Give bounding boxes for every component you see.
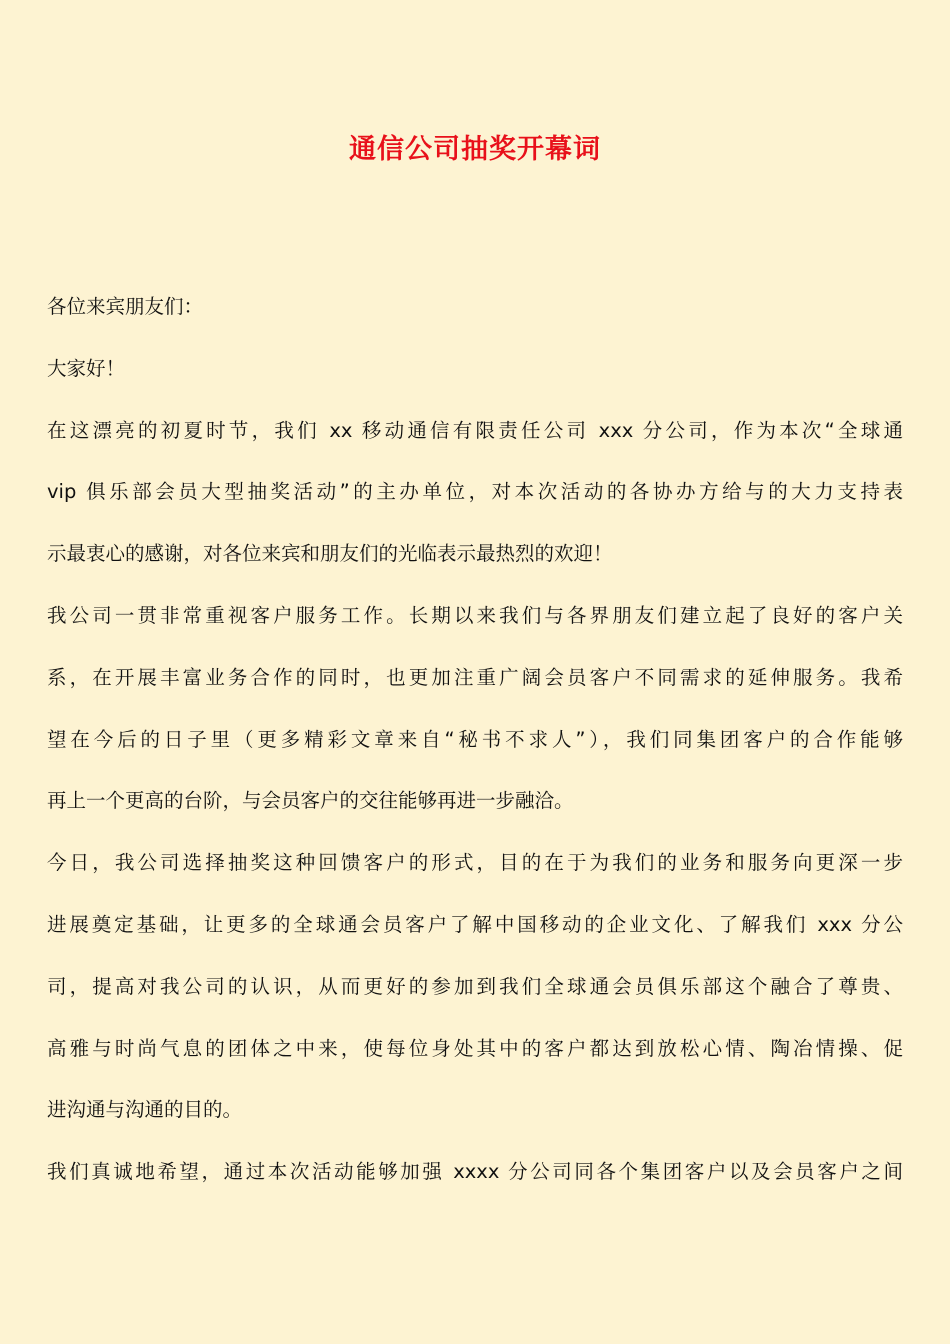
paragraph-3-line-1: 今日，我公司选择抽奖这种回馈客户的形式，目的在于为我们的业务和服务向更深一步 <box>47 851 903 875</box>
paragraph-1-line-3: 示最衷心的感谢，对各位来宾和朋友们的光临表示最热烈的欢迎！ <box>47 542 613 566</box>
paragraph-1-line-1: 在这漂亮的初夏时节，我们 xx 移动通信有限责任公司 xxx 分公司，作为本次“全球通 <box>47 418 903 442</box>
paragraph-2-line-1: 我公司一贯非常重视客户服务工作。长期以来我们与各界朋友们建立起了良好的客户关 <box>47 603 903 627</box>
paragraph-3-line-5: 进沟通与沟通的目的。 <box>47 1098 243 1122</box>
paragraph-2-line-3: 望在今后的日子里（更多精彩文章来自“秘书不求人”），我们同集团客户的合作能够 <box>47 727 903 751</box>
greeting-line: 大家好！ <box>47 356 126 380</box>
paragraph-3-line-2: 进展奠定基础，让更多的全球通会员客户了解中国移动的企业文化、了解我们 xxx 分公 <box>47 912 903 936</box>
paragraph-2-line-2: 系，在开展丰富业务合作的同时，也更加注重广阔会员客户不同需求的延伸服务。我希 <box>47 665 903 689</box>
paragraph-3-line-3: 司，提高对我公司的认识，从而更好的参加到我们全球通会员俱乐部这个融合了尊贵、 <box>47 974 903 998</box>
document-title: 通信公司抽奖开幕词 <box>349 134 601 165</box>
paragraph-2-line-4: 再上一个更高的台阶，与会员客户的交往能够再进一步融洽。 <box>47 789 574 813</box>
salutation-line: 各位来宾朋友们： <box>47 295 204 318</box>
document-body <box>47 276 903 1203</box>
paragraph-1-line-2: vip 俱乐部会员大型抽奖活动”的主办单位，对本次活动的各协办方给与的大力支持表 <box>47 480 903 504</box>
paragraph-3-line-4: 高雅与时尚气息的团体之中来，使每位身处其中的客户都达到放松心情、陶冶情操、促 <box>47 1036 903 1060</box>
paragraph-4-line-1: 我们真诚地希望，通过本次活动能够加强 xxxx 分公司同各个集团客户以及会员客户之间 <box>47 1160 903 1184</box>
